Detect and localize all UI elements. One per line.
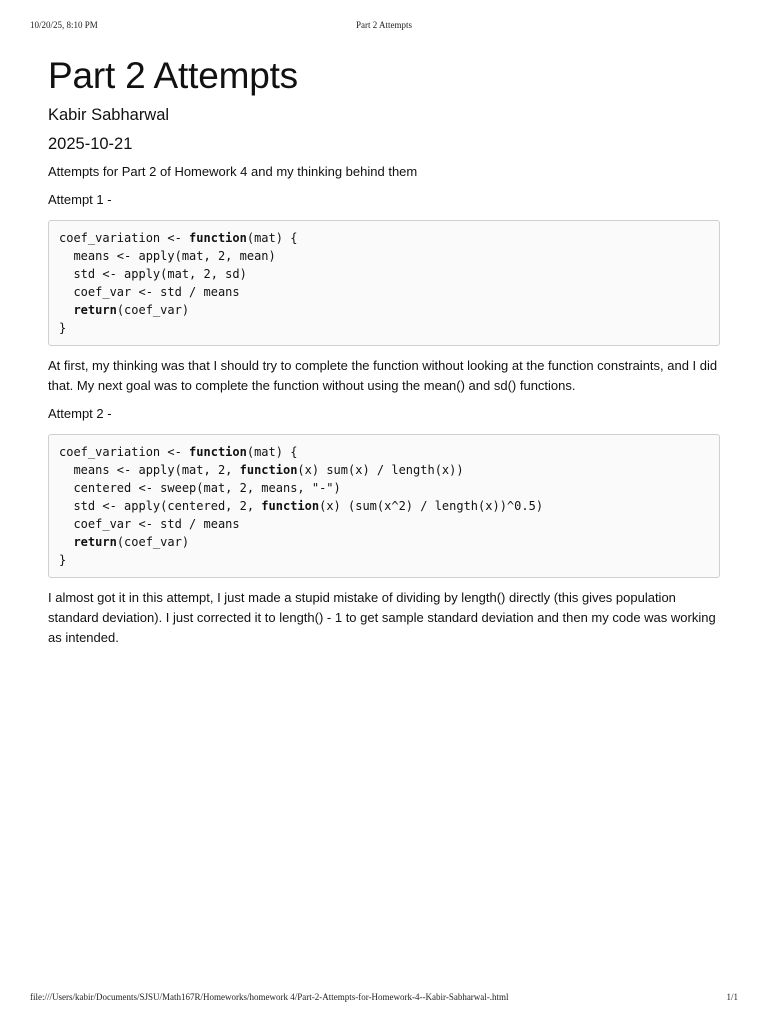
code-keyword: return — [73, 535, 117, 549]
code-text: } — [59, 553, 67, 567]
code-line — [59, 319, 709, 337]
print-title: Part 2 Attempts — [356, 20, 412, 30]
code-text: (x) sum(x) / length(x)) — [297, 463, 464, 477]
code-text: (x) (sum(x^2) / length(x))^0.5) — [319, 499, 544, 513]
code-text: coef_variation <- — [59, 231, 190, 245]
code-text — [59, 535, 73, 549]
code-line — [59, 515, 709, 533]
document-body — [48, 52, 720, 648]
code-text: coef_var <- std / means — [59, 285, 240, 299]
code-line — [59, 283, 709, 301]
author: Kabir Sabharwal — [48, 106, 170, 124]
code-line — [59, 497, 709, 515]
code-text — [59, 303, 73, 317]
print-footer — [30, 992, 738, 1006]
code-line — [59, 301, 709, 319]
code-line — [59, 265, 709, 283]
code-line — [59, 443, 709, 461]
code-line — [59, 247, 709, 265]
code-line — [59, 551, 709, 569]
print-file-path: file:///Users/kabir/Documents/SJSU/Math167R/Homeworks/homework 4/Part-2-Attempts-for-Homework-4--Kabir-Sabharwal-.html — [30, 992, 509, 1002]
code-text: means <- apply(mat, 2, mean) — [59, 249, 276, 263]
code-keyword: function — [239, 463, 298, 477]
code-text: coef_variation <- — [59, 445, 190, 459]
print-header — [30, 20, 738, 34]
paragraph-2: I almost got it in this attempt, I just made a stupid mistake of dividing by length() directly (this gives population standard deviation). I just corrected it to length() - 1 to get sample standard deviation and then my code was working as intended. — [48, 590, 716, 645]
code-text: (coef_var) — [116, 303, 190, 317]
code-text: centered <- sweep(mat, 2, means, "-") — [59, 481, 341, 495]
code-text: std <- apply(centered, 2, — [59, 499, 262, 513]
code-text: } — [59, 321, 67, 335]
code-text: means <- apply(mat, 2, — [59, 463, 240, 477]
code-line — [59, 229, 709, 247]
code-text: (coef_var) — [116, 535, 190, 549]
code-line — [59, 533, 709, 551]
date: 2025-10-21 — [48, 135, 133, 153]
attempt1-code-block — [48, 220, 720, 346]
code-line — [59, 479, 709, 497]
code-text: coef_var <- std / means — [59, 517, 240, 531]
code-keyword: function — [261, 499, 320, 513]
code-keyword: function — [189, 445, 247, 459]
print-datetime: 10/20/25, 8:10 PM — [30, 20, 98, 30]
attempt2-label: Attempt 2 - — [48, 406, 112, 421]
attempt1-label: Attempt 1 - — [48, 192, 112, 207]
code-keyword: function — [189, 231, 247, 245]
code-text: (mat) { — [246, 231, 298, 245]
code-text: (mat) { — [246, 445, 298, 459]
print-page-number: 1/1 — [726, 992, 738, 1002]
paragraph-1: At first, my thinking was that I should try to complete the function without looking at the function constraints, and I did that. My next goal was to complete the function without using the mean() and sd() functions. — [48, 358, 718, 393]
code-line — [59, 461, 709, 479]
code-keyword: return — [73, 303, 117, 317]
code-text: std <- apply(mat, 2, sd) — [59, 267, 247, 281]
intro-paragraph: Attempts for Part 2 of Homework 4 and my thinking behind them — [48, 164, 418, 179]
page-title: Part 2 Attempts — [48, 55, 298, 96]
attempt2-code-block — [48, 434, 720, 578]
